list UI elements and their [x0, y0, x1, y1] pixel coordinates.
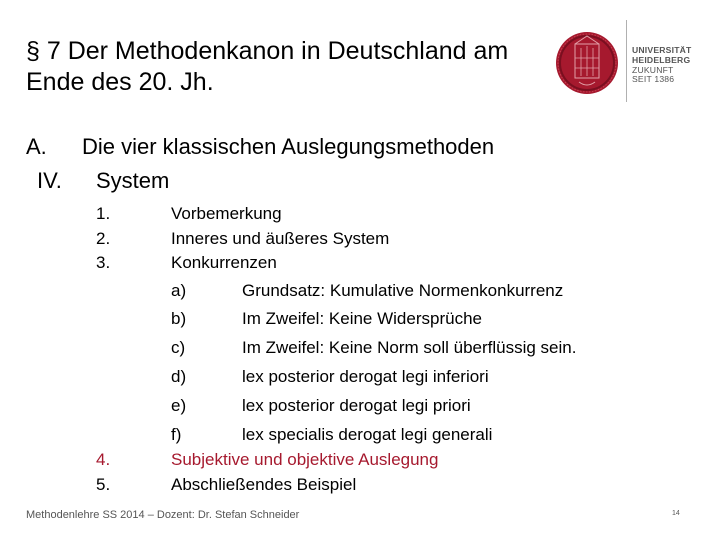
logo-line: HEIDELBERG [632, 54, 691, 65]
slide-footer: Methodenlehre SS 2014 – Dozent: Dr. Stefan Schneider [26, 509, 300, 521]
outline-label-a: A. [26, 134, 47, 159]
outline-label-iv: IV. [37, 168, 62, 193]
item-text: Abschließendes Beispiel [171, 475, 357, 494]
university-logo-text [632, 46, 692, 85]
subitem-label: e) [171, 396, 187, 415]
university-seal-icon [555, 18, 620, 108]
slide-title: § 7 Der Methodenkanon in Deutschland am Ende des 20. Jh. [26, 37, 509, 96]
outline-heading-iv: System [96, 168, 170, 193]
item-text: Vorbemerkung [171, 204, 282, 223]
item-number: 1. [96, 204, 111, 223]
subitem-text: Grundsatz: Kumulative Normenkonkurrenz [242, 281, 564, 300]
subitem-label: c) [171, 338, 186, 357]
subitem-text: Im Zweifel: Keine Widersprüche [242, 309, 482, 328]
subitem-label: d) [171, 367, 187, 386]
subitem-text: lex posterior derogat legi priori [242, 396, 471, 415]
page-number: 14 [672, 510, 680, 517]
subitem-text: Im Zweifel: Keine Norm soll überflüssig sein. [242, 338, 577, 357]
item-text: Konkurrenzen [171, 253, 277, 272]
item-number: 5. [96, 475, 111, 494]
subitem-label: f) [171, 425, 182, 444]
subitem-label: a) [171, 281, 187, 300]
item-number: 3. [96, 253, 111, 272]
logo-line: ZUKUNFT [632, 64, 674, 75]
logo-line: SEIT 1386 [632, 74, 675, 85]
logo-line: UNIVERSITÄT [632, 45, 692, 55]
item-text: Inneres und äußeres System [171, 229, 390, 248]
subitem-label: b) [171, 309, 187, 328]
logo-divider [626, 20, 627, 102]
item-number: 4. [96, 450, 111, 469]
item-text-highlighted: Subjektive und objektive Auslegung [171, 450, 439, 469]
outline-heading-a: Die vier klassischen Auslegungsmethoden [82, 134, 495, 159]
subitem-text: lex specialis derogat legi generali [242, 425, 493, 444]
item-number: 2. [96, 229, 111, 248]
subitem-text: lex posterior derogat legi inferiori [242, 367, 489, 386]
